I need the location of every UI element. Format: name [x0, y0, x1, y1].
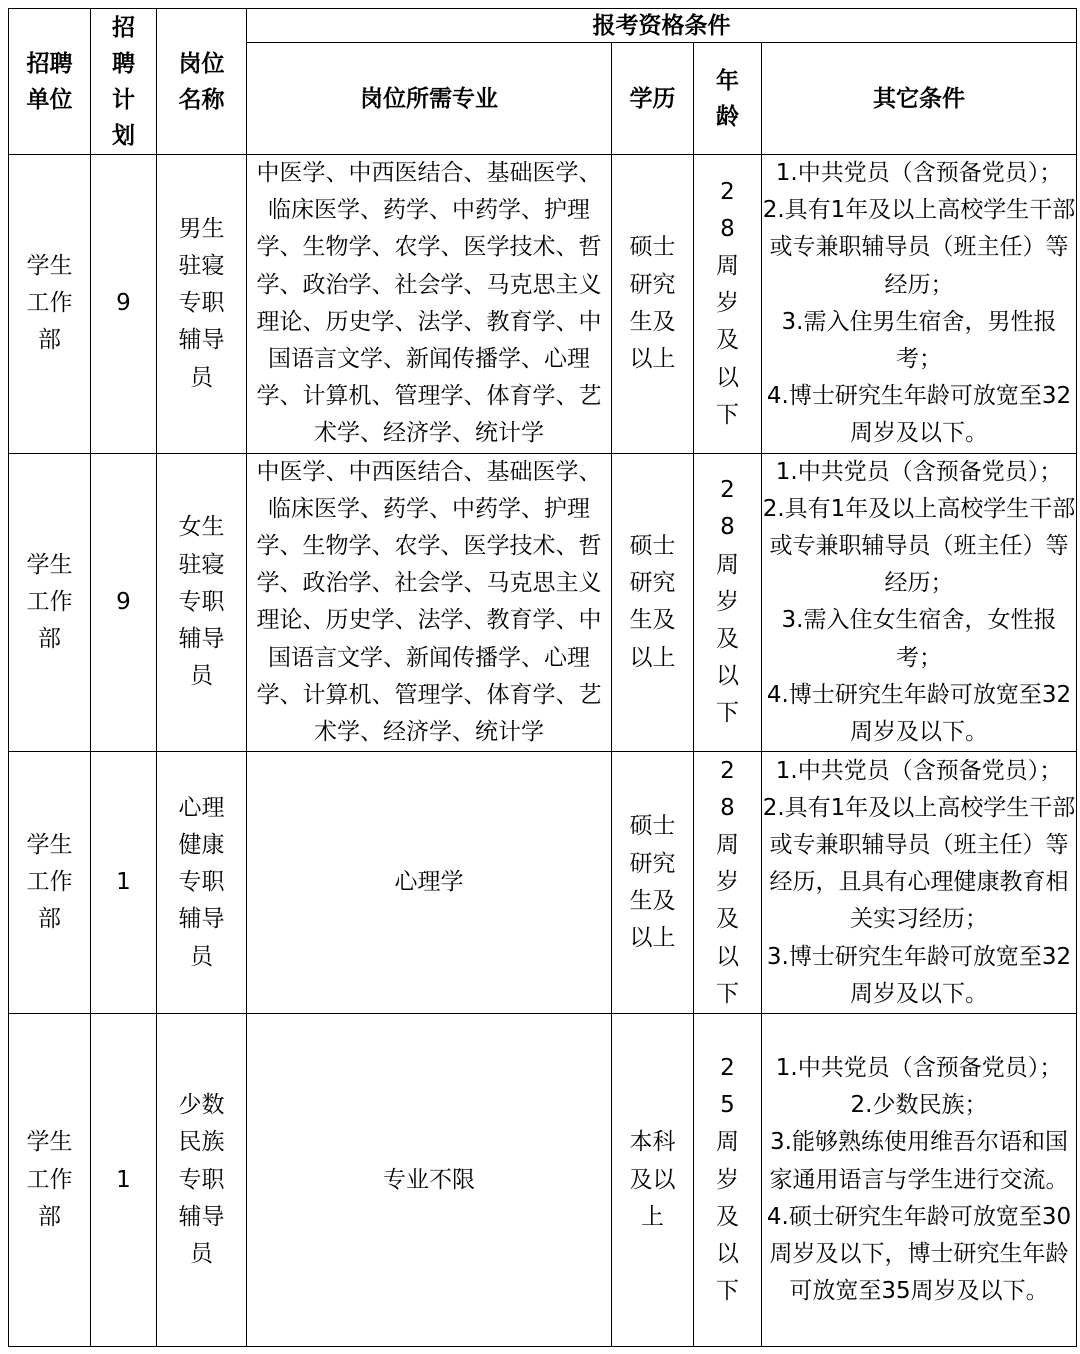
header-major: 岗位所需专业	[247, 43, 612, 155]
header-unit: 招聘单位	[9, 9, 91, 155]
cell-other	[762, 155, 1077, 454]
condition-item: 4.硕士研究生年龄可放宽至30周岁及以下，博士研究生年龄可放宽至35周岁及以下。	[766, 1203, 1072, 1305]
cell-major: 专业不限	[247, 1014, 612, 1347]
header-other: 其它条件	[762, 43, 1077, 155]
cell-plan: 9	[91, 155, 157, 454]
cell-unit: 学生工作部	[9, 155, 91, 454]
condition-item: 1.中共党员（含预备党员）；	[775, 757, 1063, 784]
cell-education: 硕士研究生及以上	[612, 155, 694, 454]
condition-item: 1.中共党员（含预备党员）；	[775, 458, 1063, 485]
condition-item: 4.博士研究生年龄可放宽至32周岁及以下。	[766, 681, 1072, 746]
condition-item: 2.具有1年及以上高校学生干部或专兼职辅导员（班主任）等经历；	[762, 495, 1076, 597]
cell-age: 28周岁及以下	[694, 155, 762, 454]
condition-item: 3.能够熟练使用维吾尔语和国家通用语言与学生进行交流。	[769, 1129, 1069, 1193]
cell-unit: 学生工作部	[9, 453, 91, 752]
cell-education: 本科及以上	[612, 1014, 694, 1347]
condition-item: 2.具有1年及以上高校学生干部或专兼职辅导员（班主任）等经历，且具有心理健康教育相关实习经历；	[762, 794, 1076, 933]
cell-plan: 1	[91, 1014, 157, 1347]
table-row	[9, 453, 1077, 752]
cell-major: 中医学、中西医结合、基础医学、临床医学、药学、中药学、护理学、生物学、农学、医学技术、哲学、政治学、社会学、马克思主义理论、历史学、法学、教育学、中国语言文学、新闻传播学、心理学、计算机、管理学、体育学、艺术学、经济学、统计学	[247, 453, 612, 752]
recruitment-table	[8, 8, 1077, 1347]
cell-unit: 学生工作部	[9, 752, 91, 1014]
cell-position: 女生驻寝专职辅导员	[157, 453, 247, 752]
cell-plan: 1	[91, 752, 157, 1014]
cell-other	[762, 752, 1077, 1014]
cell-major: 中医学、中西医结合、基础医学、临床医学、药学、中药学、护理学、生物学、农学、医学技术、哲学、政治学、社会学、马克思主义理论、历史学、法学、教育学、中国语言文学、新闻传播学、心理学、计算机、管理学、体育学、艺术学、经济学、统计学	[247, 155, 612, 454]
condition-item: 4.博士研究生年龄可放宽至32周岁及以下。	[766, 383, 1072, 447]
header-education: 学历	[612, 43, 694, 155]
condition-item: 1.中共党员（含预备党员）；	[775, 160, 1063, 186]
header-age: 年龄	[694, 43, 762, 155]
cell-position: 心理健康专职辅导员	[157, 752, 247, 1014]
table-row	[9, 1014, 1077, 1347]
condition-item: 3.需入住女生宿舍，女性报考；	[781, 607, 1057, 671]
condition-item: 3.需入住男生宿舍，男性报考；	[781, 308, 1057, 373]
cell-position: 男生驻寝专职辅导员	[157, 155, 247, 454]
header-qualification: 报考资格条件	[247, 9, 1077, 43]
cell-education: 硕士研究生及以上	[612, 453, 694, 752]
cell-other	[762, 453, 1077, 752]
table-row	[9, 155, 1077, 454]
header-position: 岗位名称	[157, 9, 247, 155]
cell-plan: 9	[91, 453, 157, 752]
cell-position: 少数民族专职辅导员	[157, 1014, 247, 1347]
condition-item: 3.博士研究生年龄可放宽至32周岁及以下。	[766, 943, 1072, 1007]
table-row	[9, 752, 1077, 1014]
cell-unit: 学生工作部	[9, 1014, 91, 1347]
cell-major: 心理学	[247, 752, 612, 1014]
cell-age: 28周岁及以下	[694, 752, 762, 1014]
header-plan: 招聘计划	[91, 9, 157, 155]
cell-other	[762, 1014, 1077, 1347]
condition-item: 2.少数民族；	[850, 1092, 988, 1119]
condition-item: 1.中共党员（含预备党员）；	[775, 1055, 1063, 1082]
cell-education: 硕士研究生及以上	[612, 752, 694, 1014]
cell-age: 28周岁及以下	[694, 453, 762, 752]
condition-item: 2.具有1年及以上高校学生干部或专兼职辅导员（班主任）等经历；	[762, 197, 1076, 298]
cell-age: 25周岁及以下	[694, 1014, 762, 1347]
